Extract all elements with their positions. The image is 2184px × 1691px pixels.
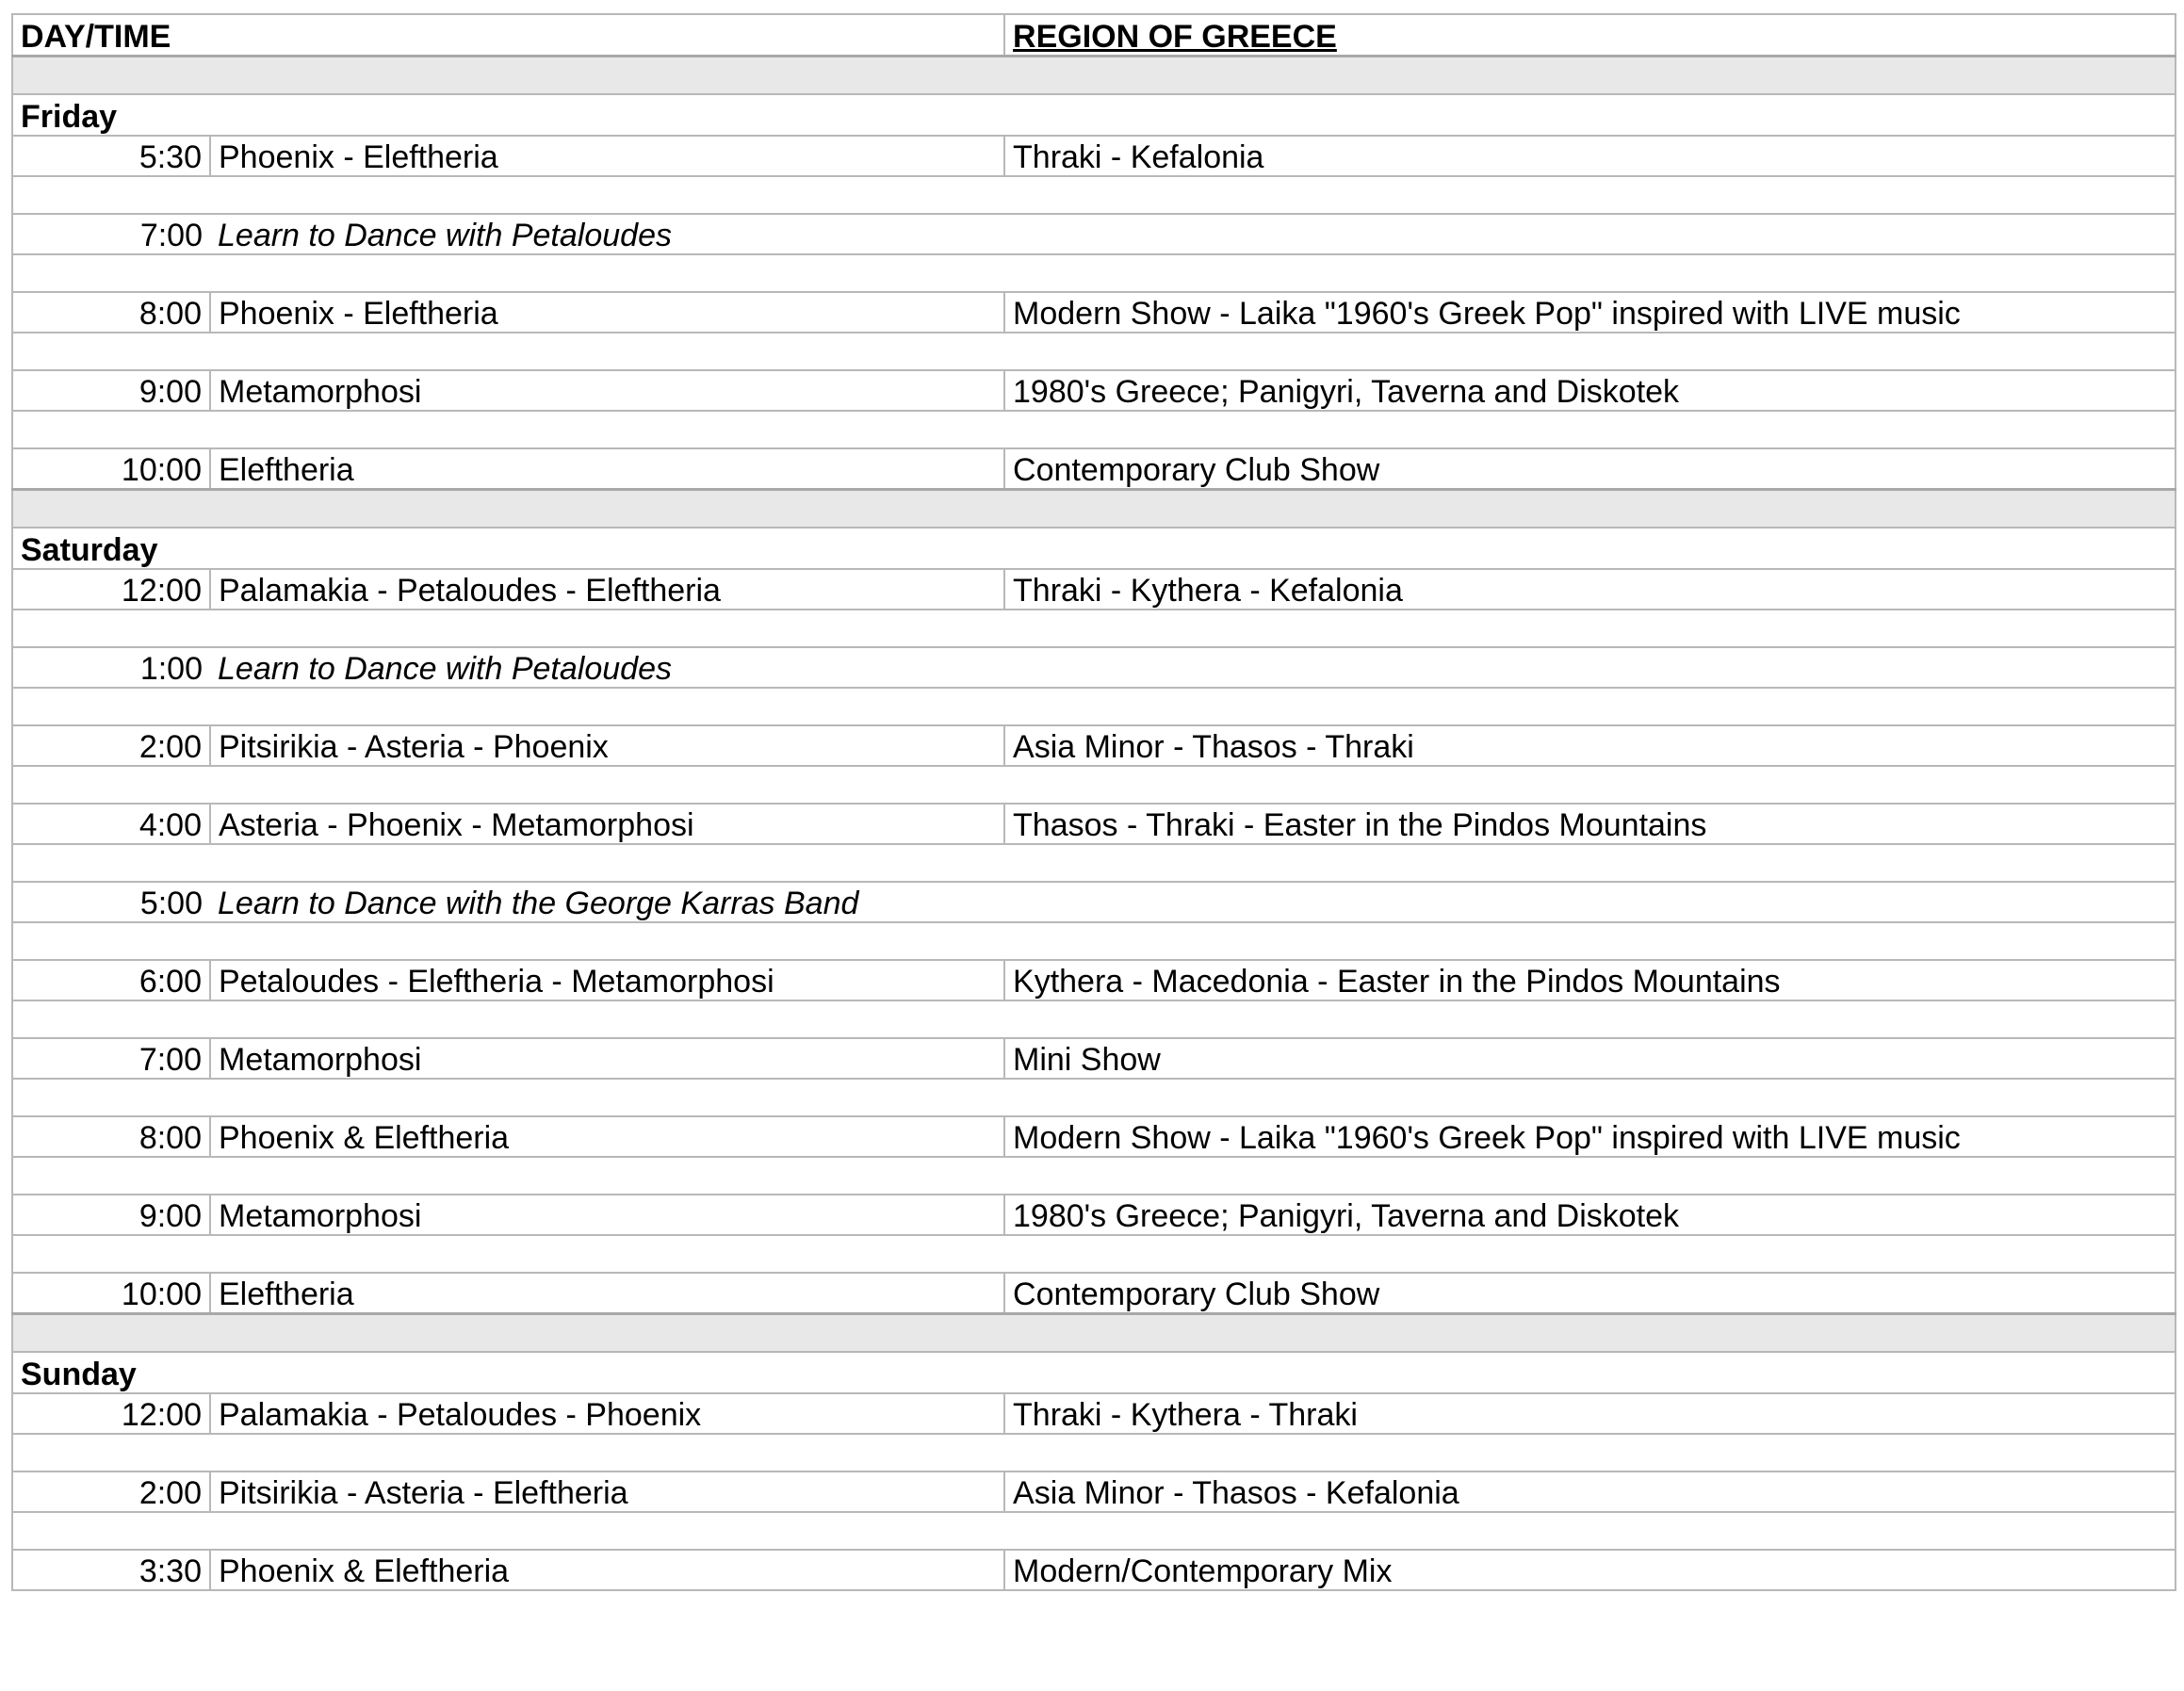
- schedule-row: [12, 136, 2176, 176]
- empty-cell: [12, 333, 210, 370]
- schedule-row: [12, 1038, 2176, 1079]
- spacer-row: [12, 1512, 2176, 1550]
- spacer-row: [12, 688, 2176, 725]
- empty-cell: [1004, 94, 2176, 136]
- groups-cell: Eleftheria: [210, 448, 1004, 490]
- groups-cell: Metamorphosi: [210, 370, 1004, 411]
- empty-cell: [12, 1434, 210, 1471]
- groups-cell: Palamakia - Petaloudes - Phoenix: [210, 1393, 1004, 1434]
- spacer-row: [12, 176, 2176, 214]
- time-cell: 12:00: [12, 1393, 210, 1434]
- day-label: Saturday: [12, 528, 210, 569]
- separator-row: [12, 57, 2176, 95]
- empty-cell: [1004, 766, 2176, 804]
- groups-cell: Learn to Dance with the George Karras Band: [210, 882, 1004, 922]
- schedule-row: [12, 1550, 2176, 1590]
- empty-cell: [1004, 922, 2176, 960]
- empty-cell: [12, 57, 210, 95]
- spacer-row: [12, 922, 2176, 960]
- schedule-row: [12, 882, 2176, 922]
- region-cell: 1980's Greece; Panigyri, Taverna and Diskotek: [1004, 370, 2176, 411]
- daytime-header: DAY/TIME: [12, 14, 1004, 57]
- day-row: [12, 1352, 2176, 1393]
- groups-cell: Pitsirikia - Asteria - Eleftheria: [210, 1471, 1004, 1512]
- spacer-row: [12, 844, 2176, 882]
- empty-cell: [1004, 1000, 2176, 1038]
- region-cell: Asia Minor - Thasos - Kefalonia: [1004, 1471, 2176, 1512]
- region-cell: Contemporary Club Show: [1004, 1273, 2176, 1314]
- empty-cell: [1004, 57, 2176, 95]
- region-cell: Asia Minor - Thasos - Thraki: [1004, 725, 2176, 766]
- spacer-row: [12, 766, 2176, 804]
- empty-cell: [1004, 1314, 2176, 1353]
- groups-cell: Metamorphosi: [210, 1195, 1004, 1235]
- empty-cell: [12, 1235, 210, 1273]
- empty-cell: [12, 688, 210, 725]
- region-cell: Thasos - Thraki - Easter in the Pindos Mountains: [1004, 804, 2176, 844]
- groups-cell: Palamakia - Petaloudes - Eleftheria: [210, 569, 1004, 610]
- time-cell: 1:00: [12, 647, 210, 688]
- region-cell: Modern Show - Laika "1960's Greek Pop" inspired with LIVE music: [1004, 292, 2176, 333]
- time-cell: 4:00: [12, 804, 210, 844]
- spacer-row: [12, 610, 2176, 647]
- time-cell: 7:00: [12, 1038, 210, 1079]
- empty-cell: [210, 1079, 1004, 1116]
- empty-cell: [1004, 411, 2176, 448]
- schedule-row: [12, 1471, 2176, 1512]
- empty-cell: [210, 1434, 1004, 1471]
- groups-cell: Metamorphosi: [210, 1038, 1004, 1079]
- time-cell: 7:00: [12, 214, 210, 254]
- day-row: [12, 94, 2176, 136]
- spacer-row: [12, 1235, 2176, 1273]
- region-cell: Modern Show - Laika "1960's Greek Pop" inspired with LIVE music: [1004, 1116, 2176, 1157]
- empty-cell: [210, 254, 1004, 292]
- empty-cell: [210, 411, 1004, 448]
- empty-cell: [1004, 333, 2176, 370]
- schedule-row: [12, 370, 2176, 411]
- day-row: [12, 528, 2176, 569]
- region-cell: Modern/Contemporary Mix: [1004, 1550, 2176, 1590]
- empty-cell: [12, 1157, 210, 1195]
- time-cell: 12:00: [12, 569, 210, 610]
- separator-row: [12, 490, 2176, 528]
- empty-cell: [210, 528, 1004, 569]
- region-cell: 1980's Greece; Panigyri, Taverna and Diskotek: [1004, 1195, 2176, 1235]
- time-cell: 8:00: [12, 292, 210, 333]
- time-cell: 5:00: [12, 882, 210, 922]
- time-cell: 10:00: [12, 1273, 210, 1314]
- empty-cell: [210, 844, 1004, 882]
- empty-cell: [12, 490, 210, 528]
- time-cell: 8:00: [12, 1116, 210, 1157]
- day-label: Sunday: [12, 1352, 210, 1393]
- empty-cell: [210, 610, 1004, 647]
- groups-cell: Learn to Dance with Petaloudes: [210, 647, 1004, 688]
- empty-cell: [12, 1314, 210, 1353]
- region-cell: Thraki - Kefalonia: [1004, 136, 2176, 176]
- time-cell: 5:30: [12, 136, 210, 176]
- empty-cell: [1004, 610, 2176, 647]
- groups-cell: Phoenix - Eleftheria: [210, 292, 1004, 333]
- empty-cell: [210, 1512, 1004, 1550]
- spacer-row: [12, 1434, 2176, 1471]
- empty-cell: [210, 57, 1004, 95]
- empty-cell: [210, 176, 1004, 214]
- schedule-row: [12, 804, 2176, 844]
- empty-cell: [12, 922, 210, 960]
- region-cell: [1004, 214, 2176, 254]
- groups-cell: Pitsirikia - Asteria - Phoenix: [210, 725, 1004, 766]
- empty-cell: [1004, 490, 2176, 528]
- empty-cell: [210, 490, 1004, 528]
- region-cell: [1004, 647, 2176, 688]
- region-cell: Thraki - Kythera - Kefalonia: [1004, 569, 2176, 610]
- groups-cell: Phoenix - Eleftheria: [210, 136, 1004, 176]
- spacer-row: [12, 1079, 2176, 1116]
- time-cell: 9:00: [12, 370, 210, 411]
- schedule-row: [12, 1116, 2176, 1157]
- empty-cell: [12, 766, 210, 804]
- empty-cell: [12, 610, 210, 647]
- empty-cell: [1004, 1157, 2176, 1195]
- schedule-body: [12, 14, 2176, 1590]
- empty-cell: [12, 1512, 210, 1550]
- empty-cell: [12, 844, 210, 882]
- time-cell: 9:00: [12, 1195, 210, 1235]
- schedule-row: [12, 960, 2176, 1000]
- empty-cell: [12, 254, 210, 292]
- time-cell: 3:30: [12, 1550, 210, 1590]
- empty-cell: [1004, 1079, 2176, 1116]
- groups-cell: Petaloudes - Eleftheria - Metamorphosi: [210, 960, 1004, 1000]
- empty-cell: [12, 411, 210, 448]
- schedule-row: [12, 214, 2176, 254]
- groups-cell: Eleftheria: [210, 1273, 1004, 1314]
- region-cell: Kythera - Macedonia - Easter in the Pindos Mountains: [1004, 960, 2176, 1000]
- spacer-row: [12, 333, 2176, 370]
- schedule-row: [12, 647, 2176, 688]
- region-cell: Mini Show: [1004, 1038, 2176, 1079]
- empty-cell: [210, 688, 1004, 725]
- schedule-row: [12, 1195, 2176, 1235]
- empty-cell: [1004, 688, 2176, 725]
- empty-cell: [1004, 1434, 2176, 1471]
- schedule-row: [12, 725, 2176, 766]
- spacer-row: [12, 411, 2176, 448]
- schedule-row: [12, 448, 2176, 490]
- groups-cell: Phoenix & Eleftheria: [210, 1116, 1004, 1157]
- time-cell: 6:00: [12, 960, 210, 1000]
- empty-cell: [210, 1235, 1004, 1273]
- empty-cell: [1004, 528, 2176, 569]
- spacer-row: [12, 1000, 2176, 1038]
- time-cell: 2:00: [12, 1471, 210, 1512]
- time-cell: 2:00: [12, 725, 210, 766]
- time-cell: 10:00: [12, 448, 210, 490]
- empty-cell: [1004, 176, 2176, 214]
- schedule-row: [12, 1273, 2176, 1314]
- schedule-row: [12, 569, 2176, 610]
- empty-cell: [210, 766, 1004, 804]
- groups-cell: Learn to Dance with Petaloudes: [210, 214, 1004, 254]
- schedule-row: [12, 292, 2176, 333]
- empty-cell: [1004, 1235, 2176, 1273]
- empty-cell: [210, 1352, 1004, 1393]
- empty-cell: [1004, 844, 2176, 882]
- empty-cell: [12, 176, 210, 214]
- empty-cell: [210, 1000, 1004, 1038]
- spacer-row: [12, 1157, 2176, 1195]
- separator-row: [12, 1314, 2176, 1353]
- region-cell: Contemporary Club Show: [1004, 448, 2176, 490]
- empty-cell: [210, 333, 1004, 370]
- groups-cell: Asteria - Phoenix - Metamorphosi: [210, 804, 1004, 844]
- region-cell: [1004, 882, 2176, 922]
- header-row: [12, 14, 2176, 57]
- schedule-table: [11, 13, 2176, 1591]
- empty-cell: [210, 922, 1004, 960]
- region-header: REGION OF GREECE: [1004, 14, 2176, 57]
- day-label: Friday: [12, 94, 210, 136]
- spacer-row: [12, 254, 2176, 292]
- empty-cell: [210, 1157, 1004, 1195]
- empty-cell: [12, 1000, 210, 1038]
- empty-cell: [210, 1314, 1004, 1353]
- region-cell: Thraki - Kythera - Thraki: [1004, 1393, 2176, 1434]
- empty-cell: [1004, 254, 2176, 292]
- groups-cell: Phoenix & Eleftheria: [210, 1550, 1004, 1590]
- empty-cell: [12, 1079, 210, 1116]
- empty-cell: [1004, 1512, 2176, 1550]
- empty-cell: [210, 94, 1004, 136]
- schedule-row: [12, 1393, 2176, 1434]
- empty-cell: [1004, 1352, 2176, 1393]
